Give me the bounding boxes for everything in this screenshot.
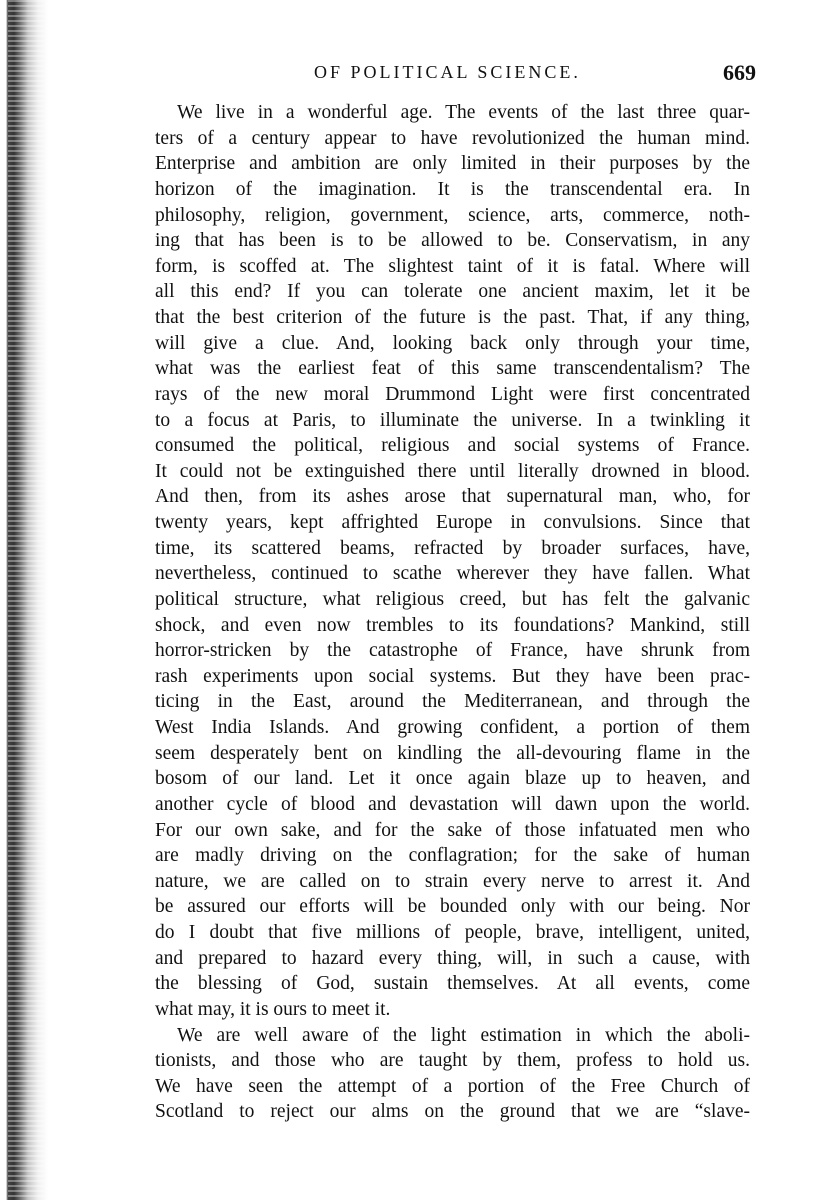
text-line: It could not be extinguished there until literally drowned in blood.	[155, 460, 750, 482]
text-line: are madly driving on the conflagration; for the sake of human	[155, 845, 750, 867]
text-line: ing that has been is to be allowed to be. Conservatism, in any	[155, 230, 750, 252]
page-number: 669	[723, 60, 756, 85]
text-line: philosophy, religion, government, science, arts, commerce, noth-	[155, 204, 750, 226]
text-line: twenty years, kept affrighted Europe in convulsions. Since that	[155, 512, 750, 533]
text-line: time, its scattered beams, refracted by broader surfaces, have,	[155, 537, 750, 559]
text-line: bosom of our land. Let it once again blaze up to heaven, and	[155, 768, 750, 790]
text-line: Enterprise and ambition are only limited in their purposes by the	[155, 153, 750, 175]
text-line: tionists, and those who are taught by them, profess to hold us.	[155, 1050, 750, 1072]
text-line: rays of the new moral Drummond Light were first concentrated	[155, 383, 750, 405]
text-line: Scotland to reject our alms on the ground that we are “slave-	[155, 1101, 750, 1123]
text-line: For our own sake, and for the sake of those infatuated men who	[155, 819, 750, 841]
text-line: political structure, what religious creed, but has felt the galvanic	[155, 588, 750, 610]
text-line: We live in a wonderful age. The events of the last three quar-	[177, 102, 750, 123]
text-line: shock, and even now trembles to its foundations? Mankind, still	[155, 614, 750, 636]
text-line: to a focus at Paris, to illuminate the universe. In a twinkling it	[155, 409, 750, 431]
paragraph	[155, 1023, 750, 1126]
page-body	[155, 100, 750, 1125]
text-line: horizon of the imagination. It is the transcendental era. In	[155, 178, 750, 200]
text-line: We have seen the attempt of a portion of the Free Church of	[155, 1075, 750, 1097]
text-line: rash experiments upon social systems. But they have been prac-	[155, 665, 750, 687]
page-binding-texture	[8, 0, 44, 1200]
text-line: and prepared to hazard every thing, will, in such a cause, with	[155, 947, 750, 969]
text-line: horror-stricken by the catastrophe of France, have shrunk from	[155, 640, 750, 662]
text-line: West India Islands. And growing confident, a portion of them	[155, 717, 750, 738]
text-line: We are well aware of the light estimation in which the aboli-	[177, 1024, 750, 1046]
page-header	[150, 60, 756, 90]
text-line: that the best criterion of the future is the past. That, if any thing,	[155, 307, 750, 328]
text-line: form, is scoffed at. The slightest taint of it is fatal. Where will	[155, 255, 750, 277]
text-line: another cycle of blood and devastation will dawn upon the world.	[155, 793, 750, 815]
running-title: OF POLITICAL SCIENCE.	[314, 62, 581, 82]
text-line: what may, it is ours to meet it.	[155, 998, 391, 1020]
text-line: all this end? If you can tolerate one ancient maxim, let it be	[155, 281, 750, 303]
paragraph	[155, 100, 750, 1023]
text-line: be assured our efforts will be bounded only with our being. Nor	[155, 896, 750, 918]
text-line: what was the earliest feat of this same transcendentalism? The	[155, 358, 750, 380]
text-line: nevertheless, continued to scathe wherever they have fallen. What	[155, 563, 750, 585]
text-line: nature, we are called on to strain every nerve to arrest it. And	[155, 870, 750, 892]
text-line: And then, from its ashes arose that supernatural man, who, for	[155, 486, 750, 508]
text-line: ticing in the East, around the Mediterranean, and through the	[155, 691, 750, 713]
text-line: will give a clue. And, looking back only through your time,	[155, 332, 750, 354]
text-line: the blessing of God, sustain themselves. At all events, come	[155, 973, 750, 995]
text-line: ters of a century appear to have revolutionized the human mind.	[155, 127, 750, 149]
text-line: consumed the political, religious and social systems of France.	[155, 435, 750, 457]
text-line: do I doubt that five millions of people, brave, intelligent, united,	[155, 922, 750, 943]
text-line: seem desperately bent on kindling the all-devouring flame in the	[155, 742, 750, 764]
